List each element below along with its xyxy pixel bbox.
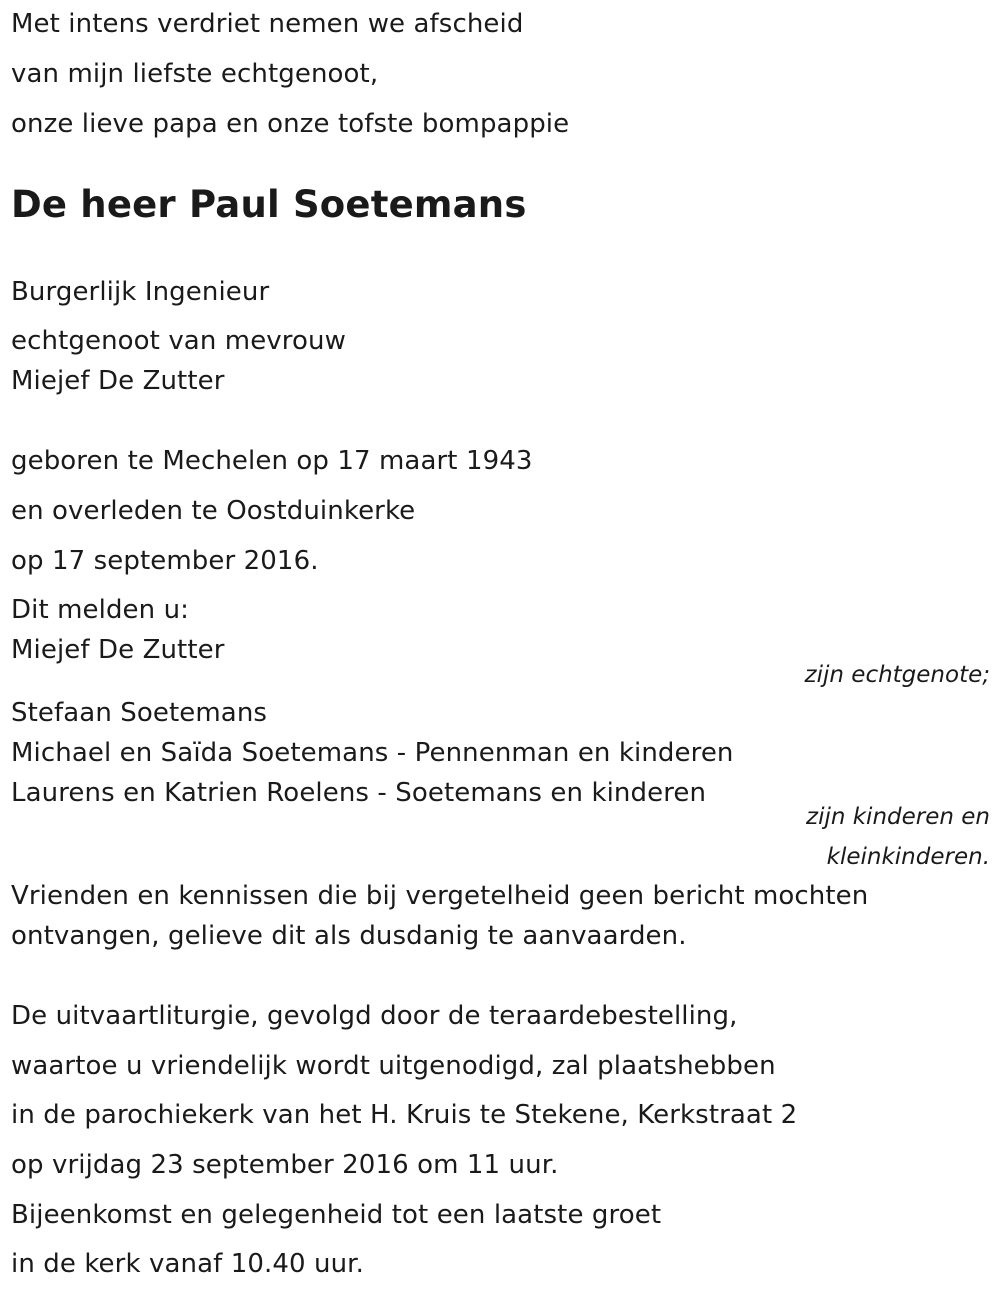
death-date-line: op 17 september 2016. <box>11 546 319 576</box>
funeral-line-4: op vrijdag 23 september 2016 om 11 uur. <box>11 1150 559 1180</box>
friends-note-line-1: Vrienden en kennissen die bij vergetelheid geen bericht mochten <box>11 881 869 911</box>
profession: Burgerlijk Ingenieur <box>11 277 270 307</box>
birth-line: geboren te Mechelen op 17 maart 1943 <box>11 446 533 476</box>
spouse-line-2: Miejef De Zutter <box>11 366 225 396</box>
friends-note-line-2: ontvangen, gelieve dit als dusdanig te aanvaarden. <box>11 921 687 951</box>
announcer-spouse-name: Miejef De Zutter <box>11 635 225 665</box>
death-place-line: en overleden te Oostduinkerke <box>11 496 416 526</box>
funeral-line-3: in de parochiekerk van het H. Kruis te Stekene, Kerkstraat 2 <box>11 1100 798 1130</box>
funeral-line-2: waartoe u vriendelijk wordt uitgenodigd, zal plaatshebben <box>11 1051 776 1081</box>
funeral-line-5: Bijeenkomst en gelegenheid tot een laatste groet <box>11 1200 662 1230</box>
intro-line-1: Met intens verdriet nemen we afscheid <box>11 9 524 39</box>
child-line-2: Michael en Saïda Soetemans - Pennenman en kinderen <box>11 738 734 768</box>
intro-line-3: onze lieve papa en onze tofste bompappie <box>11 109 570 139</box>
funeral-line-1: De uitvaartliturgie, gevolgd door de teraardebestelling, <box>11 1001 738 1031</box>
spouse-line-1: echtgenoot van mevrouw <box>11 326 346 356</box>
funeral-line-6: in de kerk vanaf 10.40 uur. <box>11 1249 364 1279</box>
announcers-intro: Dit melden u: <box>11 595 190 625</box>
children-role-line-1: zijn kinderen en <box>806 804 990 830</box>
child-line-3: Laurens en Katrien Roelens - Soetemans en kinderen <box>11 778 707 808</box>
child-line-1: Stefaan Soetemans <box>11 698 268 728</box>
intro-line-2: van mijn liefste echtgenoot, <box>11 59 379 89</box>
deceased-name: De heer Paul Soetemans <box>11 183 527 226</box>
spouse-role: zijn echtgenote; <box>804 662 990 688</box>
children-role-line-2: kleinkinderen. <box>826 844 990 870</box>
